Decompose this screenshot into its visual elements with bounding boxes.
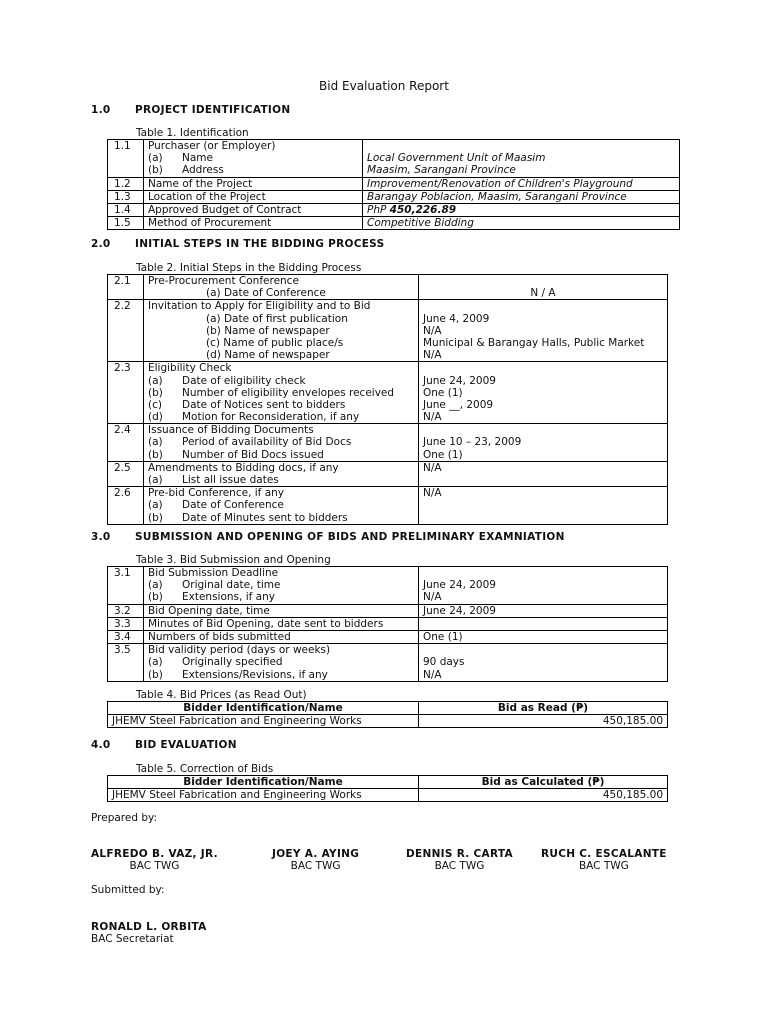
table-header-row: Bidder Identification/Name Bid as Calculated (₱) xyxy=(108,776,668,789)
table-row: 2.1 Pre-Procurement Conference (a) Date of Conference N / A xyxy=(108,275,668,300)
section-4-heading: 4.0 BID EVALUATION xyxy=(91,739,237,751)
table-row: 2.5 Amendments to Bidding docs, if any (a) List all issue dates N/A xyxy=(108,461,668,486)
table-row: 1.5 Method of Procurement Competitive Bidding xyxy=(108,217,680,230)
section-2-heading: 2.0 INITIAL STEPS IN THE BIDDING PROCESS xyxy=(91,238,385,250)
signatory-2: JOEY A. AYING BAC TWG xyxy=(272,848,360,873)
table-row: 2.3 Eligibility Check (a) Date of eligibility check (b) Number of eligibility envelopes received (c) Date of Notices sent to bidders (d) Motion for Reconsideration, if any June 24, 2009 One (1) June __, 2009 N/A xyxy=(108,362,668,424)
table-header-row: Bidder Identification/Name Bid as Read (₱) xyxy=(108,702,668,715)
table-2-caption: Table 2. Initial Steps in the Bidding Process xyxy=(136,262,362,274)
table-5-caption: Table 5. Correction of Bids xyxy=(136,763,274,775)
table-row: 3.4 Numbers of bids submitted One (1) xyxy=(108,630,668,643)
table-row: 3.2 Bid Opening date, time June 24, 2009 xyxy=(108,604,668,617)
table-1-caption: Table 1. Identification xyxy=(136,127,249,139)
table-row: 2.6 Pre-bid Conference, if any (a) Date of Conference (b) Date of Minutes sent to bidders N/A xyxy=(108,487,668,525)
table-2-initial-steps xyxy=(107,274,668,525)
table-1-identification xyxy=(107,139,680,230)
table-5-correction-of-bids xyxy=(107,775,668,802)
table-row: 2.4 Issuance of Bidding Documents (a) Period of availability of Bid Docs (b) Number of Bid Docs issued June 10 – 23, 2009 One (1) xyxy=(108,424,668,462)
table-row: JHEMV Steel Fabrication and Engineering Works 450,185.00 xyxy=(108,789,668,802)
table-row: 1.1 Purchaser (or Employer) (a) Name (b) Address Local Government Unit of Maasim Maasim, Sarangani Province xyxy=(108,140,680,178)
table-row: 3.3 Minutes of Bid Opening, date sent to bidders xyxy=(108,617,668,630)
signatory-3: DENNIS R. CARTA BAC TWG xyxy=(406,848,513,873)
submitted-by-label: Submitted by: xyxy=(91,884,165,896)
section-1-heading: 1.0 PROJECT IDENTIFICATION xyxy=(91,104,291,116)
signatory-1: ALFREDO B. VAZ, JR. BAC TWG xyxy=(91,848,218,873)
table-row: JHEMV Steel Fabrication and Engineering Works 450,185.00 xyxy=(108,715,668,728)
prepared-by-label: Prepared by: xyxy=(91,812,157,824)
table-row: 1.2 Name of the Project Improvement/Renovation of Children's Playground xyxy=(108,177,680,190)
report-title: Bid Evaluation Report xyxy=(319,79,449,93)
table-row: 2.2 Invitation to Apply for Eligibility and to Bid (a) Date of first publication (b) Name of newspaper (c) Name of public place/s (d) Name of newspaper June 4, 2009 N/A Municipal & Barangay Halls, Public Market N/A xyxy=(108,300,668,362)
table-row: 3.5 Bid validity period (days or weeks) (a) Originally specified (b) Extensions/Revisions, if any 90 days N/A xyxy=(108,644,668,682)
table-3-caption: Table 3. Bid Submission and Opening xyxy=(136,554,331,566)
table-3-bid-submission xyxy=(107,566,668,682)
table-row: 3.1 Bid Submission Deadline (a) Original date, time (b) Extensions, if any June 24, 2009 N/A xyxy=(108,567,668,605)
table-4-bid-prices xyxy=(107,701,668,728)
signatory-4: RUCH C. ESCALANTE BAC TWG xyxy=(541,848,667,873)
table-row: 1.4 Approved Budget of Contract PhP 450,226.89 xyxy=(108,203,680,216)
table-4-caption: Table 4. Bid Prices (as Read Out) xyxy=(136,689,307,701)
submitter: RONALD L. ORBITA BAC Secretariat xyxy=(91,921,207,946)
section-3-heading: 3.0 SUBMISSION AND OPENING OF BIDS AND PRELIMINARY EXAMNIATION xyxy=(91,531,565,543)
table-row: 1.3 Location of the Project Barangay Poblacion, Maasim, Sarangani Province xyxy=(108,190,680,203)
